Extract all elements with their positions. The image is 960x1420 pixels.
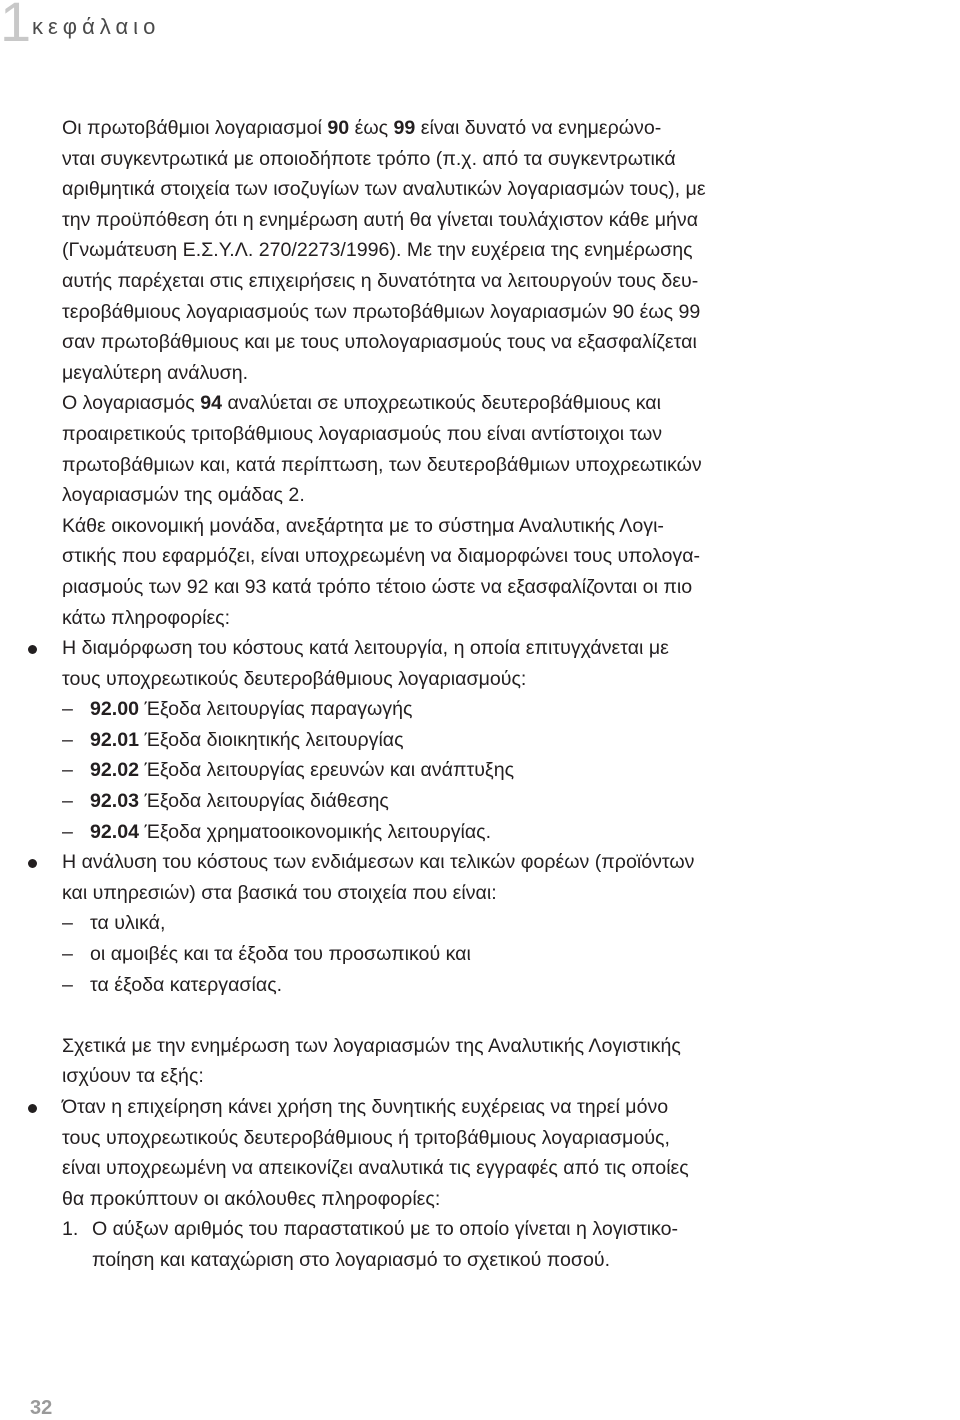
dash-icon: – [62,698,73,721]
dash-icon: – [62,728,73,751]
dash-icon: – [62,790,73,813]
account-label: Έξοδα λειτουργίας ερευνών και ανάπτυξης [139,759,515,782]
text-line: αριθμητικά στοιχεία των ισοζυγίων των αναλυτικών λογαριασμών τους), με [62,178,706,201]
text-line: τεροβάθμιους λογαριασμούς των πρωτοβάθμιων λογαριασμών 90 έως 99 [62,300,701,323]
text-line: μεγαλύτερη ανάλυση. [62,361,249,384]
text-line [62,113,802,144]
account-code: 92.02 [90,759,140,782]
account-list-item [62,694,802,725]
text-line: Όταν η επιχείρηση κάνει χρήση της δυνητικής ευχέρειας να τηρεί μόνο [62,1096,669,1118]
dash-icon: – [62,973,73,996]
account-list-item [62,755,802,786]
cost-element-item [62,939,802,970]
chapter-number: 1 [0,0,32,53]
text-line: Η ανάλυση του κόστους των ενδιάμεσων και τελικών φορέων (προϊόντων [62,851,695,874]
cost-element-item [62,908,802,939]
account-list-item [62,786,802,817]
text-line: είναι υποχρεωμένη να απεικονίζει αναλυτικά τις εγγραφές από τις οποίες [62,1157,689,1180]
account-94-paragraph [62,388,802,510]
dash-icon: – [62,820,73,843]
text-line: νται συγκεντρωτικά με οποιοδήποτε τρόπο (π.χ. από τα συγκεντρωτικά [62,147,676,170]
account-label: Έξοδα λειτουργίας παραγωγής [139,698,413,721]
text-span: Ο λογαριασμός [62,392,201,415]
item-number: 1. [62,1218,79,1241]
account-code: 92.03 [90,790,140,813]
account-code: 92.00 [90,698,140,721]
account-list-item [62,817,802,848]
bullet-item [62,847,802,1000]
cost-element-label: τα έξοδα κατεργασίας. [90,973,283,996]
cost-element-label: τα υλικά, [90,912,166,935]
chapter-word: κεφάλαιο [32,14,161,39]
cost-element-label: οι αμοιβές και τα έξοδα του προσωπικού και [90,943,471,966]
intro-paragraph [62,113,802,388]
bullet-dot-icon [28,1104,37,1113]
text-line: την προϋπόθεση ότι η ενημέρωση αυτή θα γίνεται τουλάχιστον κάθε μήνα [62,208,699,231]
text-line: ριασμούς των 92 και 93 κατά τρόπο τέτοιο ώστε να εξασφαλίζονται οι πιο [62,575,693,598]
text-line: (Γνωμάτευση Ε.Σ.Υ.Λ. 270/2273/1996). Με την ευχέρεια της ενημέρωσης [62,239,693,262]
text-span: αναλύεται σε υποχρεωτικούς δευτεροβάθμιους και [222,392,661,415]
bullet-item [62,633,802,847]
text-line: τους υποχρεωτικούς δευτεροβάθμιους ή τριτοβάθμιους λογαριασμούς, [62,1126,670,1149]
text-line: Σχετικά με την ενημέρωση των λογαριασμών της Αναλυτικής Λογιστικής [62,1034,681,1057]
text-line: ισχύουν τα εξής: [62,1065,204,1088]
dash-icon: – [62,943,73,966]
page-number: 32 [30,1397,53,1419]
account-label: Έξοδα διοικητικής λειτουργίας [139,728,404,751]
account-code: 99 [393,117,416,139]
account-code: 90 [327,117,350,139]
dash-icon: – [62,759,73,782]
text-line: λογαριασμών της ομάδας 2. [62,484,305,507]
page-body [62,113,802,1276]
dash-icon: – [62,912,73,935]
text-line: Η διαμόρφωση του κόστους κατά λειτουργία, η οποία επιτυγχάνεται με [62,637,669,660]
bullet-dot-icon [28,645,37,654]
text-line: αυτής παρέχεται στις επιχειρήσεις η δυνατότητα να λειτουργούν τους δευ- [62,269,699,292]
section-paragraph [62,1031,802,1092]
text-line: πρωτοβάθμιων και, κατά περίπτωση, των δευτεροβάθμιων υποχρεωτικών [62,453,702,476]
text-span: έως [349,117,394,139]
account-code: 92.01 [90,728,140,751]
text-line: προαιρετικούς τριτοβάθμιους λογαριασμούς που είναι αντίστοιχοι των [62,422,663,445]
text-line: Κάθε οικονομική μονάδα, ανεξάρτητα με το σύστημα Αναλυτικής Λογι- [62,514,664,537]
text-line: σαν πρωτοβάθμιους και με τους υπολογαριασμούς τους να εξασφαλίζεται [62,331,697,354]
account-label: Έξοδα χρηματοοικονομικής λειτουργίας. [139,820,492,843]
bullet-dot-icon [28,859,37,868]
account-list-item [62,725,802,756]
bullet-item [62,1092,802,1276]
text-span: είναι δυνατό να ενημερώνο- [415,117,662,139]
text-span: Οι πρωτοβάθμιοι λογαριασμοί [62,117,328,139]
account-code: 92.04 [90,820,140,843]
text-line [62,388,802,419]
account-label: Έξοδα λειτουργίας διάθεσης [139,790,389,813]
spacer [62,1000,802,1031]
cost-element-item [62,970,802,1001]
text-line: κάτω πληροφορίες: [62,606,231,629]
text-line: θα προκύπτουν οι ακόλουθες πληροφορίες: [62,1187,441,1210]
text-line: ποίηση και καταχώριση στο λογαριασμό το σχετικού ποσού. [92,1248,611,1271]
economic-unit-paragraph [62,511,802,633]
text-line: τους υποχρεωτικούς δευτεροβάθμιους λογαριασμούς: [62,667,527,690]
numbered-item [62,1214,802,1275]
account-code: 94 [200,392,222,415]
text-line: και υπηρεσιών) στα βασικά του στοιχεία που είναι: [62,881,497,904]
text-line: Ο αύξων αριθμός του παραστατικού με το οποίο γίνεται η λογιστικο- [92,1218,679,1241]
text-line: στικής που εφαρμόζει, είναι υποχρεωμένη να διαμορφώνει τους υπολογα- [62,545,701,568]
